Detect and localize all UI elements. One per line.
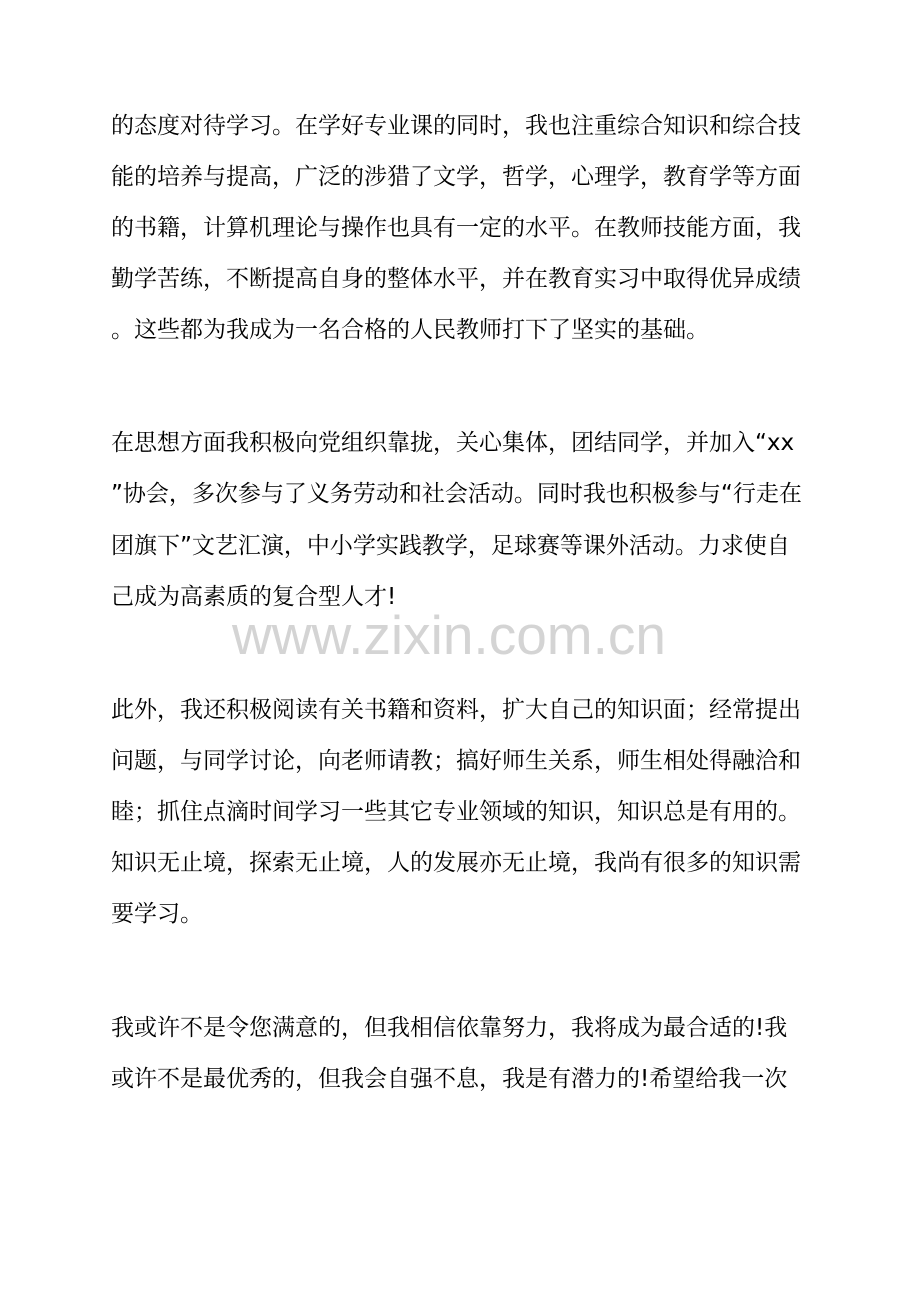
watermark: www.zixin.com.cn: [232, 604, 666, 666]
text-line: 己成为高素质的复合型人才!: [111, 584, 397, 610]
text-line: 要学习。: [111, 901, 203, 927]
text-line: 勤学苦练，不断提高自身的整体水平，并在教育实习中取得优异成绩: [111, 266, 801, 292]
text-line: 团旗下”文艺汇演，中小学实践教学，足球赛等课外活动。力求使自: [111, 533, 790, 559]
text-line: 的书籍，计算机理论与操作也具有一定的水平。在教师技能方面，我: [111, 215, 801, 241]
text-line: 此外，我还积极阅读有关书籍和资料，扩大自己的知识面；经常提出: [111, 697, 801, 723]
text-line: 的态度对待学习。在学好专业课的同时，我也注重综合知识和综合技: [111, 113, 801, 139]
text-line: 在思想方面我积极向党组织靠拢，关心集体，团结同学，并加入“xx: [111, 430, 795, 456]
text-line: 我或许不是令您满意的，但我相信依靠努力，我将成为最合适的!我: [111, 1015, 788, 1041]
text-line: 问题，与同学讨论，向老师请教；搞好师生关系，师生相处得融洽和: [111, 748, 801, 774]
text-line: ”协会，多次参与了义务劳动和社会活动。同时我也积极参与“行走在: [111, 481, 802, 507]
text-line: 或许不是最优秀的，但我会自强不息，我是有潜力的!希望给我一次: [111, 1066, 788, 1092]
text-line: 睦；抓住点滴时间学习一些其它专业领域的知识，知识总是有用的。: [111, 799, 801, 825]
text-line: 能的培养与提高，广泛的涉猎了文学，哲学，心理学，教育学等方面: [111, 164, 801, 190]
text-line: 知识无止境，探索无止境，人的发展亦无止境，我尚有很多的知识需: [111, 850, 801, 876]
text-line: 。这些都为我成为一名合格的人民教师打下了坚实的基础。: [111, 317, 709, 343]
